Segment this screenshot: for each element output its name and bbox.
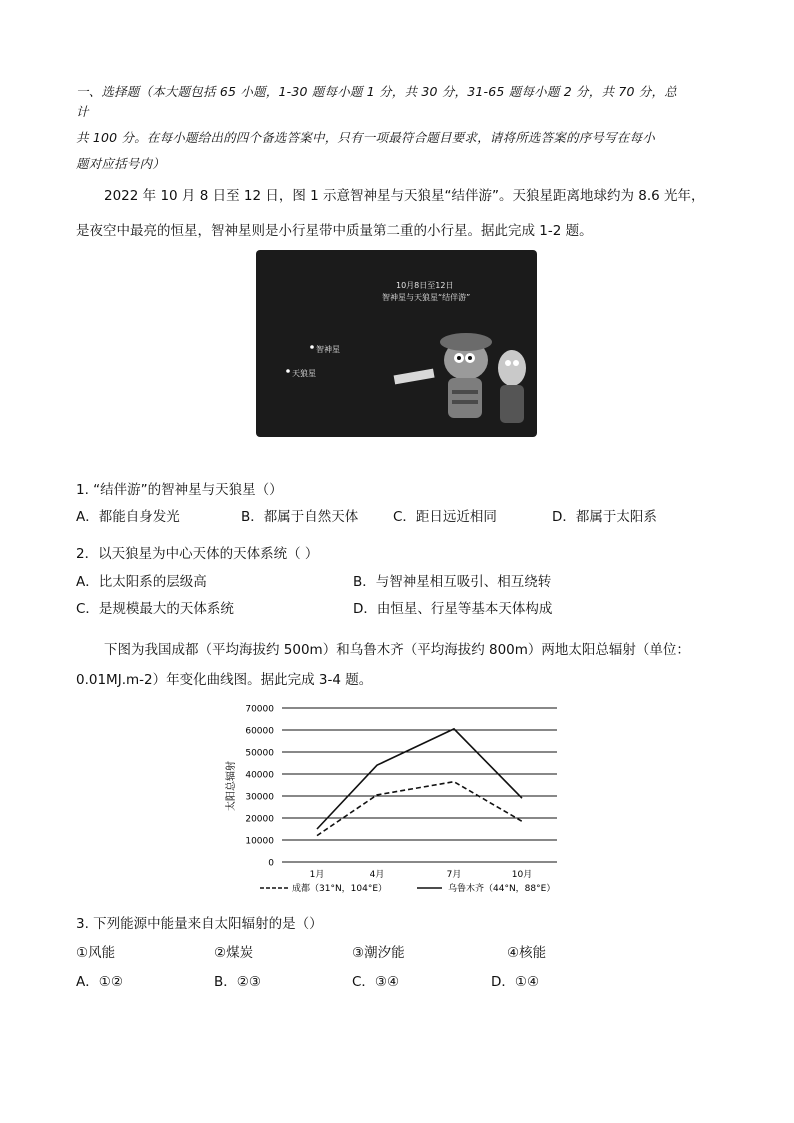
y-tick-label: 30000 <box>245 792 274 803</box>
y-tick-label: 70000 <box>245 704 274 715</box>
q1-option-c[interactable]: C．距日远近相同 <box>393 509 497 525</box>
y-tick-label: 20000 <box>245 814 274 825</box>
q1-option-d[interactable]: D．都属于太阳系 <box>552 509 657 525</box>
photo-label-pallas: 智神星 <box>316 345 340 354</box>
y-tick-label: 0 <box>268 858 274 869</box>
y-tick-label: 10000 <box>245 836 274 847</box>
y-tick-label: 50000 <box>245 748 274 759</box>
q3-option-c[interactable]: C．③④ <box>352 974 400 990</box>
passage2-line1: 下图为我国成都（平均海拔约 500m）和乌鲁木齐（平均海拔约 800m）两地太阳总辐射（单位： <box>104 642 690 658</box>
q3-option-d[interactable]: D．①④ <box>491 974 540 990</box>
series-line <box>317 782 522 836</box>
x-tick-label: 4月 <box>369 870 385 880</box>
solar-radiation-chart <box>222 698 582 898</box>
q3-item-2: ②煤炭 <box>214 945 254 961</box>
legend-label: 乌鲁木齐（44°N，88°E） <box>448 884 556 894</box>
legend-label: 成都（31°N，104°E） <box>292 884 388 894</box>
passage2-line2: 0.01MJ.m-2）年变化曲线图。据此完成 3-4 题。 <box>76 672 373 688</box>
q3-option-a[interactable]: A．①② <box>76 974 123 990</box>
q3-stem: 3. 下列能源中能量来自太阳辐射的是（） <box>76 916 323 932</box>
q3-item-4: ④核能 <box>507 945 547 961</box>
cartoon-illustration <box>256 250 537 437</box>
q1-option-b[interactable]: B．都属于自然天体 <box>241 509 359 525</box>
q1-option-a[interactable]: A．都能自身发光 <box>76 509 180 525</box>
q1-stem: 1. “结伴游”的智神星与天狼星（） <box>76 482 283 498</box>
y-tick-label: 60000 <box>245 726 274 737</box>
section-header-line2: 计 <box>76 104 89 119</box>
q2-option-d[interactable]: D．由恒星、行星等基本天体构成 <box>353 601 553 617</box>
y-axis-label: 太阳总辐射 <box>226 761 237 811</box>
section-header-line3: 共 100 分。在每小题给出的四个备选答案中，只有一项最符合题目要求，请将所选答案的序号写在每小 <box>76 130 655 145</box>
x-tick-label: 1月 <box>309 870 325 880</box>
q3-item-1: ①风能 <box>76 945 116 961</box>
q2-stem: 2．以天狼星为中心天体的天体系统（ ） <box>76 546 319 562</box>
y-tick-label: 40000 <box>245 770 274 781</box>
q3-item-3: ③潮汐能 <box>352 945 405 961</box>
photo-caption-date: 10月8日至12日 <box>396 281 454 290</box>
q2-option-b[interactable]: B．与智神星相互吸引、相互绕转 <box>353 574 552 590</box>
passage1-line1: 2022 年 10 月 8 日至 12 日，图 1 示意智神星与天狼星“结伴游”。天狼星距离地球约为 8.6 光年， <box>104 188 705 204</box>
photo-label-sirius: 天狼星 <box>292 369 316 378</box>
figure-1-photo <box>256 250 537 437</box>
section-header-line4: 题对应括号内） <box>76 156 165 171</box>
x-tick-label: 10月 <box>511 870 533 880</box>
photo-caption-title: 智神星与天狼星“结伴游” <box>382 293 471 302</box>
q2-option-c[interactable]: C．是规模最大的天体系统 <box>76 601 234 617</box>
series-line <box>317 729 522 829</box>
section-header-line1: 一、选择题（本大题包括 65 小题，1-30 题每小题 1 分，共 30 分，31-65 题每小题 2 分，共 70 分，总 <box>76 84 677 99</box>
x-tick-label: 7月 <box>446 870 462 880</box>
q2-option-a[interactable]: A．比太阳系的层级高 <box>76 574 207 590</box>
q3-option-b[interactable]: B．②③ <box>214 974 261 990</box>
passage1-line2: 是夜空中最亮的恒星，智神星则是小行星带中质量第二重的小行星。据此完成 1-2 题。 <box>76 223 593 239</box>
